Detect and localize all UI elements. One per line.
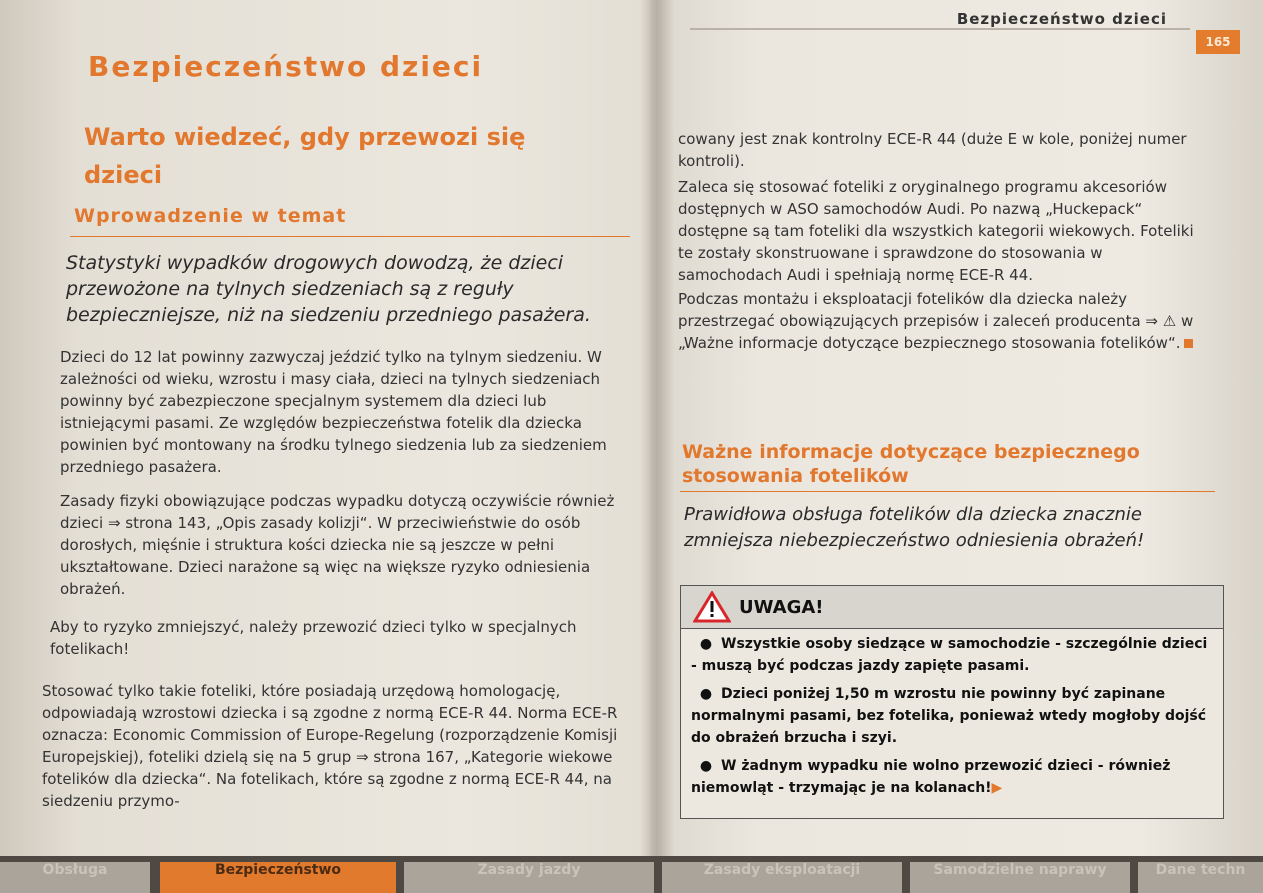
left-paragraph-1 <box>60 346 630 478</box>
chapter-title: Bezpieczeństwo dzieci <box>88 50 484 83</box>
warning-box <box>680 585 1224 819</box>
left-paragraph-3 <box>50 616 630 660</box>
section-title-line-1: Warto wiedzeć, gdy przewozi się <box>84 123 526 151</box>
bullet-icon: ● <box>699 686 713 702</box>
tab-zasady-eksploatacji[interactable]: Zasady eksploatacji <box>662 862 902 893</box>
warning-item <box>681 629 1223 679</box>
subsection-rule <box>70 236 630 237</box>
chapter-tab-bar <box>0 856 1263 893</box>
right-paragraph-1 <box>678 128 1198 172</box>
left-paragraph-2 <box>60 490 630 600</box>
running-header-title: Bezpieczeństwo dzieci <box>956 10 1167 28</box>
warning-triangle-icon <box>693 591 731 623</box>
warning-header <box>681 586 1223 629</box>
right-lead: Prawidłowa obsługa fotelików dla dziecka znacznie zmniejsza niebezpieczeństwo odniesienia obrażeń! <box>684 504 1145 551</box>
left-paragraph-4 <box>42 680 632 812</box>
paragraph-text: Aby to ryzyko zmniejszyć, należy przewozić dzieci tylko w specjalnych fotelikach! <box>50 618 577 658</box>
page-number: 165 <box>1196 30 1240 54</box>
right-section-title-line-2: stosowania fotelików <box>682 465 909 487</box>
right-section-title <box>682 440 1140 488</box>
section-title-line-2: dzieci <box>84 161 163 189</box>
left-lead: Statystyki wypadków drogowych dowodzą, że dzieci przewożone na tylnych siedzeniach są z reguły bezpieczniejsze, niż na siedzeniu przedniego pasażera. <box>66 252 591 326</box>
right-section-title-line-1: Ważne informacje dotyczące bezpiecznego <box>682 441 1140 463</box>
end-marker-icon <box>1184 339 1193 348</box>
warning-item <box>681 679 1223 751</box>
subsection-title: Wprowadzenie w temat <box>74 205 347 227</box>
continue-arrow-icon: ▶ <box>991 780 1003 796</box>
warning-item <box>681 751 1223 801</box>
section-title <box>84 118 525 194</box>
tab-zasady-jazdy[interactable]: Zasady jazdy <box>404 862 654 893</box>
paragraph-text <box>678 288 1198 354</box>
paragraph-text: cowany jest znak kontrolny ECE-R 44 (duże E w kole, poniżej numer kontroli). <box>678 130 1187 170</box>
warning-item-text: W żadnym wypadku nie wolno przewozić dzieci - również niemowląt - trzymając je na kolanach! <box>691 758 1171 796</box>
bullet-icon: ● <box>699 636 713 652</box>
right-paragraph-2 <box>678 176 1198 286</box>
warning-item-text: Dzieci poniżej 1,50 m wzrostu nie powinny być zapinane normalnymi pasami, bez fotelika, ponieważ wtedy mogłoby dojść do obrażeń brzucha i szyi. <box>691 686 1207 746</box>
paragraph-text: Zasady fizyki obowiązujące podczas wypadku dotyczą oczywiście również dzieci ⇒ strona 143, „Opis zasady kolizji“. W przeciwieństwie do osób dorosłych, mięśnie i struktura kości dziecka nie są jeszcze w pełni ukształtowane. Dzieci narażone są więc na większe ryzyko odniesienia obrażeń. <box>60 492 615 598</box>
right-section-rule <box>680 491 1215 492</box>
paragraph-text: Zaleca się stosować foteliki z oryginalnego programu akcesoriów dostępnych w ASO samochodów Audi. Po nazwą „Huckepack“ dostępne są tam foteliki dla wszystkich kategorii wiekowych. Foteliki te zostały skonstruowane i sprawdzone do stosowania w samochodach Audi i spełniają normę ECE-R 44. <box>678 178 1194 284</box>
page-gutter <box>640 0 674 893</box>
warning-item-text: Wszystkie osoby siedzące w samochodzie - szczególnie dzieci - muszą być podczas jazdy zapięte pasami. <box>691 636 1208 674</box>
tab-dane-techniczne[interactable]: Dane techn <box>1138 862 1263 893</box>
paragraph-text: Dzieci do 12 lat powinny zazwyczaj jeździć tylko na tylnym siedzeniu. W zależności od wieku, wzrostu i masy ciała, dzieci na tylnych siedzeniach powinny być zabezpieczone specjalnym systemem dla dzieci lub istniejącymi pasami. Ze względów bezpieczeństwa fotelik dla dziecka powinien być montowany na środku tylnego siedzenia lub za siedzeniem przedniego pasażera. <box>60 348 607 476</box>
bullet-icon: ● <box>699 758 713 774</box>
tab-bezpieczenstwo[interactable]: Bezpieczeństwo <box>160 862 396 893</box>
tab-samodzielne-naprawy[interactable]: Samodzielne naprawy <box>910 862 1130 893</box>
right-paragraph-3 <box>678 288 1198 354</box>
paragraph-text: Stosować tylko takie foteliki, które posiadają urzędową homologację, odpowiadają wzrostowi dziecka i są zgodne z normą ECE-R 44. Norma ECE-R oznacza: Economic Commission of Europe-Regelung (rozporządzenie Komisji Europejskiej), foteliki dzielą się na 5 grup ⇒ strona 167, „Kategorie wiekowe fotelików dla dziecka“. Na fotelikach, które są zgodne z normą ECE-R 44, na siedzeniu przymo- <box>42 682 618 810</box>
warning-label: UWAGA! <box>739 596 824 618</box>
paragraph-text-content: Podczas montażu i eksploatacji fotelików dla dziecka należy przestrzegać obowiązujących przepisów i zaleceń producenta ⇒ ⚠ w „Ważne informacje dotyczące bezpiecznego stosowania fotelików“. <box>678 290 1194 352</box>
tab-obsluga[interactable]: Obsługa <box>0 862 150 893</box>
